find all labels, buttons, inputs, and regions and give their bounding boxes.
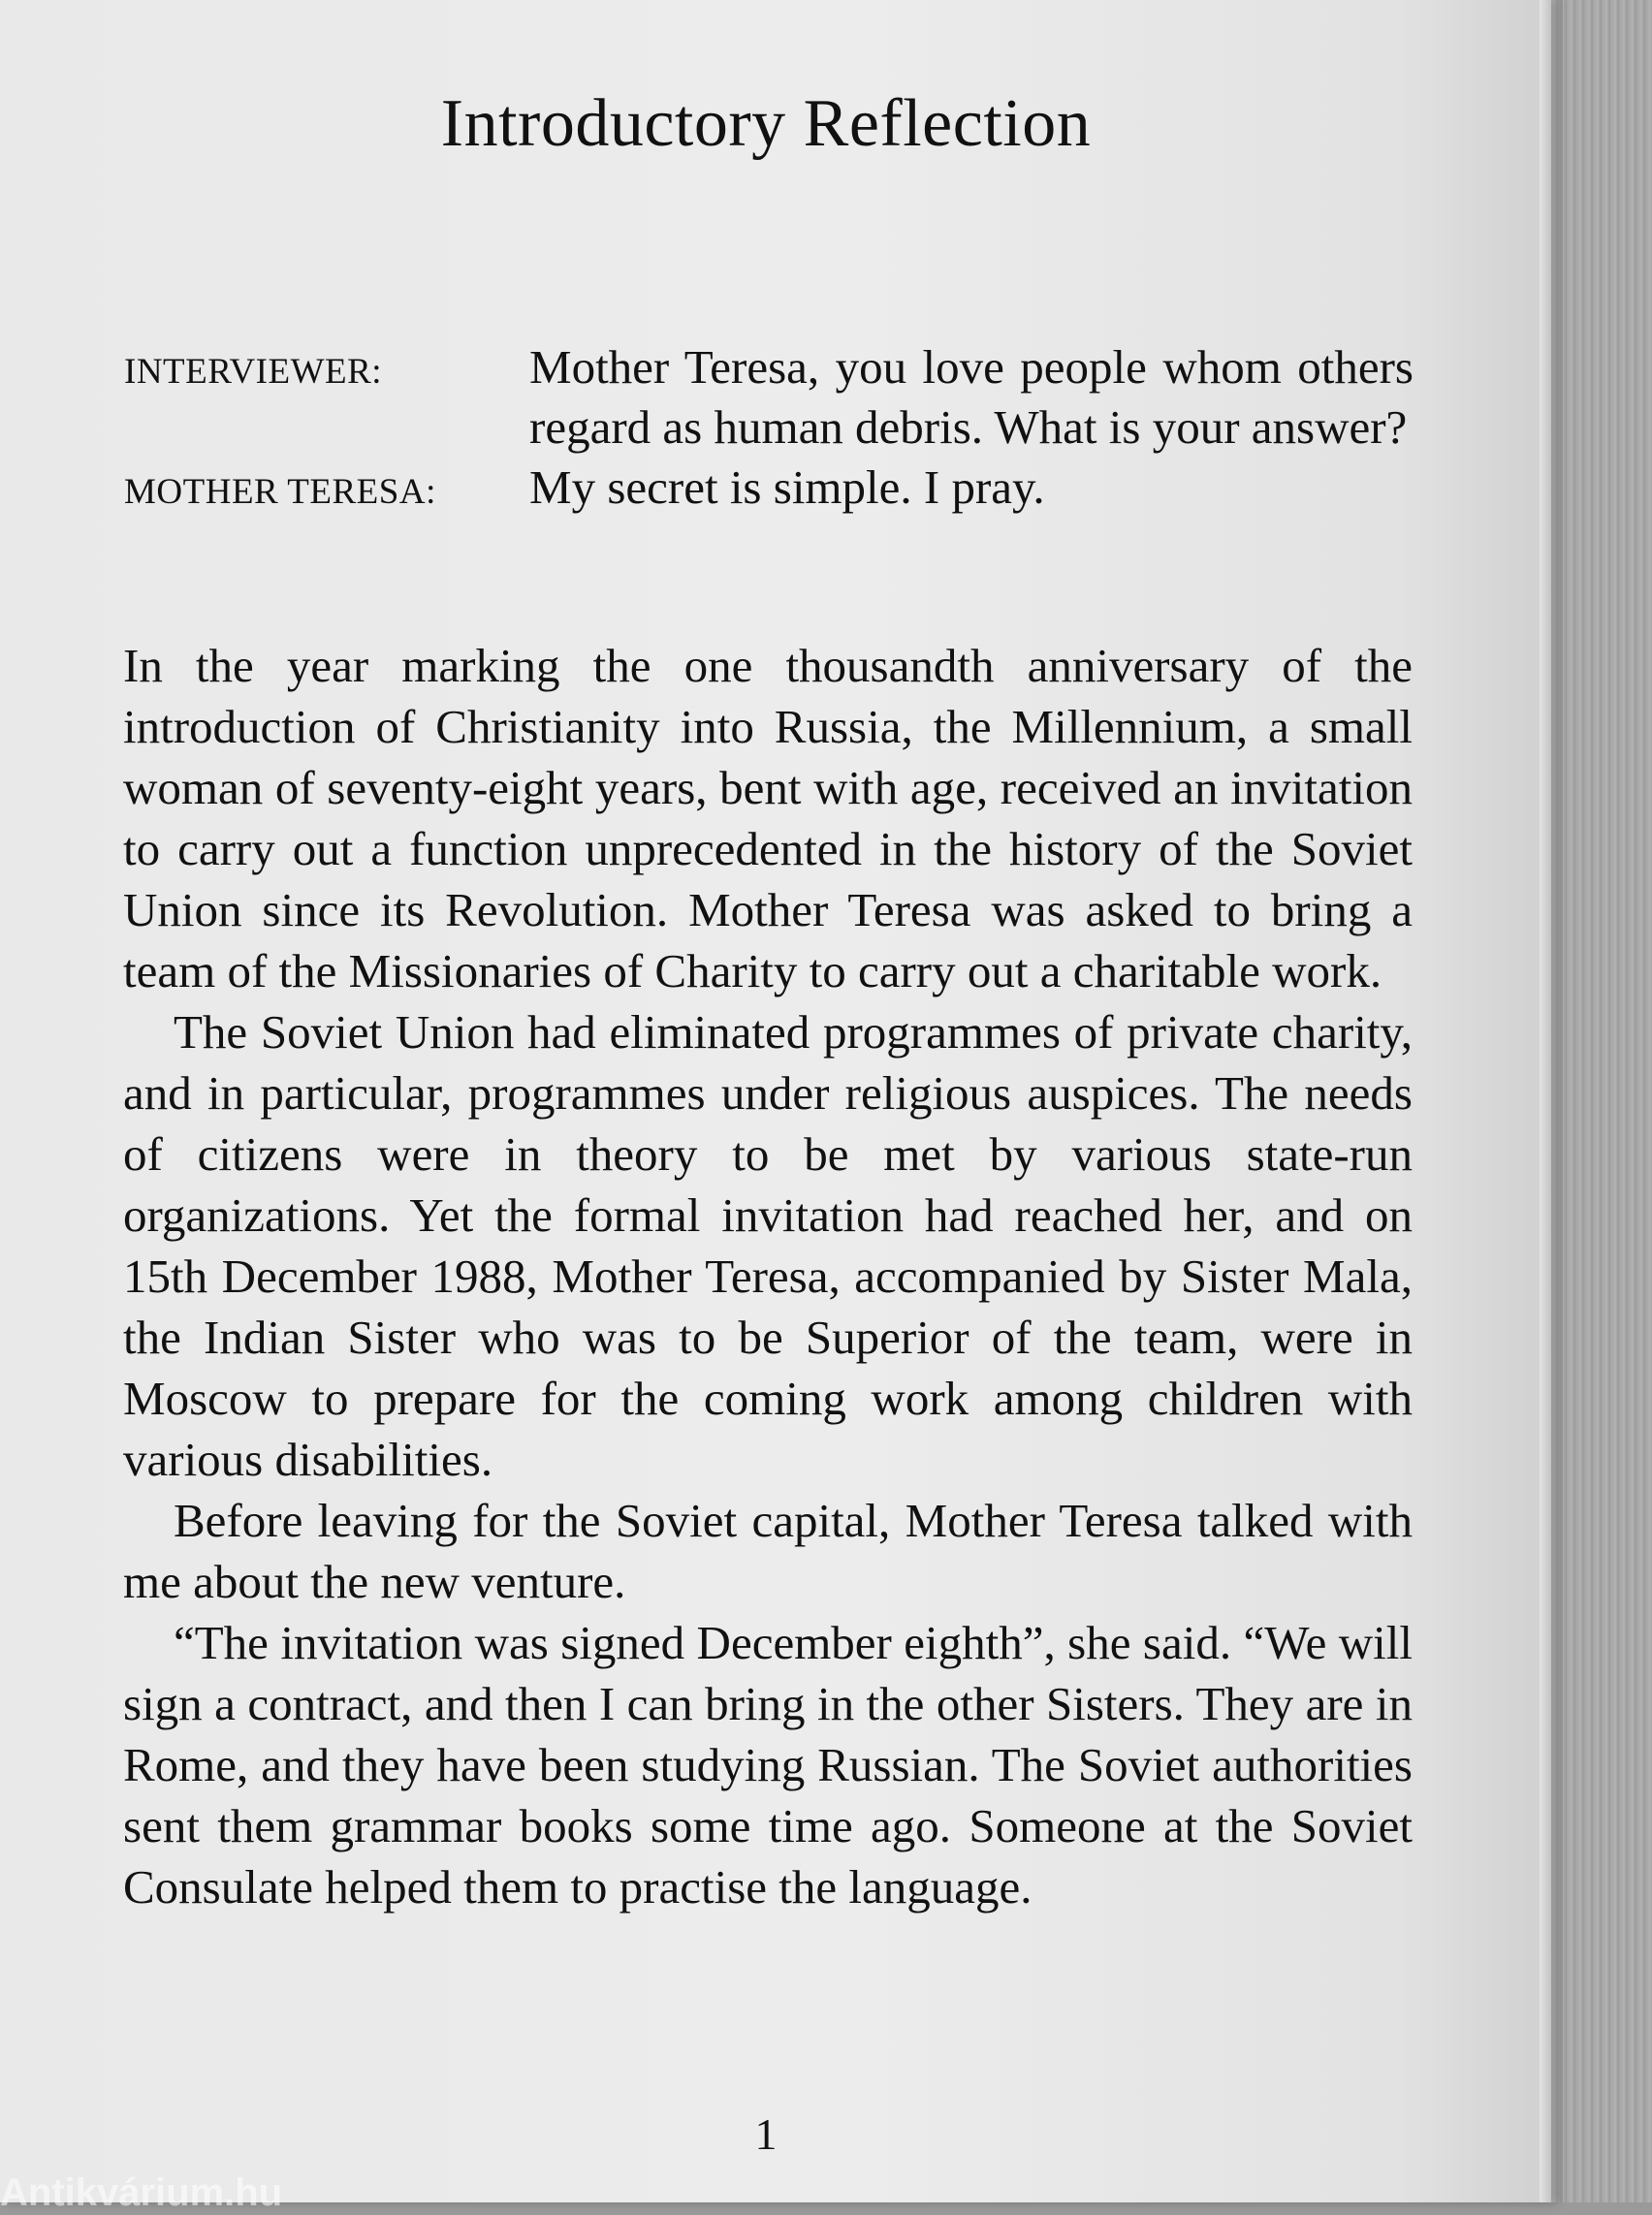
paragraph: “The invitation was signed December eighth”, she said. “We will sign a contract, and then I can bring in the other Sisters. They are in Rome, and they have been studying Russian. The Soviet authorities sent them grammar books some time ago. Someone at the Soviet Consulate helped them to practise the language.: [123, 1616, 1413, 1914]
page-number: 1: [754, 2109, 778, 2159]
body-text: [123, 635, 1413, 1917]
page-stack-edge: [1551, 0, 1652, 2202]
dialogue-line: [124, 337, 1414, 458]
dialogue-line: [124, 458, 1414, 518]
paragraph: In the year marking the one thousandth anniversary of the introduction of Christianity into Russia, the Millennium, a small woman of seventy-eight years, bent with age, received an invitation to carry out a function unprecedented in the history of the Soviet Union since its Revolution. Mother Teresa was asked to bring a team of the Missionaries of Charity to carry out a charitable work.: [123, 639, 1413, 997]
paragraph: The Soviet Union had eliminated programmes of private charity, and in particular, programmes under religious auspices. The needs of citizens were in theory to be met by various state-run organizations. Yet the formal invitation had reached her, and on 15th December 1988, Mother Teresa, accompanied by Sister Mala, the Indian Sister who was to be Superior of the team, were in Moscow to prepare for the coming work among children with various disabilities.: [123, 1005, 1413, 1486]
speech-text: Mother Teresa, you love people whom others regard as human debris. What is your answer?: [529, 340, 1414, 454]
speech-text: My secret is simple. I pray.: [529, 460, 1045, 514]
speaker-label: MOTHER TERESA:: [124, 472, 436, 512]
speaker-label: INTERVIEWER:: [124, 352, 383, 392]
interview-dialogue: [124, 337, 1414, 518]
watermark: Antikvárium.hu: [0, 2171, 283, 2214]
page-edge-shadow: [1540, 0, 1563, 2202]
paragraph: Before leaving for the Soviet capital, Mother Teresa talked with me about the new venture.: [123, 1494, 1413, 1608]
chapter-title: Introductory Reflection: [440, 86, 1092, 161]
